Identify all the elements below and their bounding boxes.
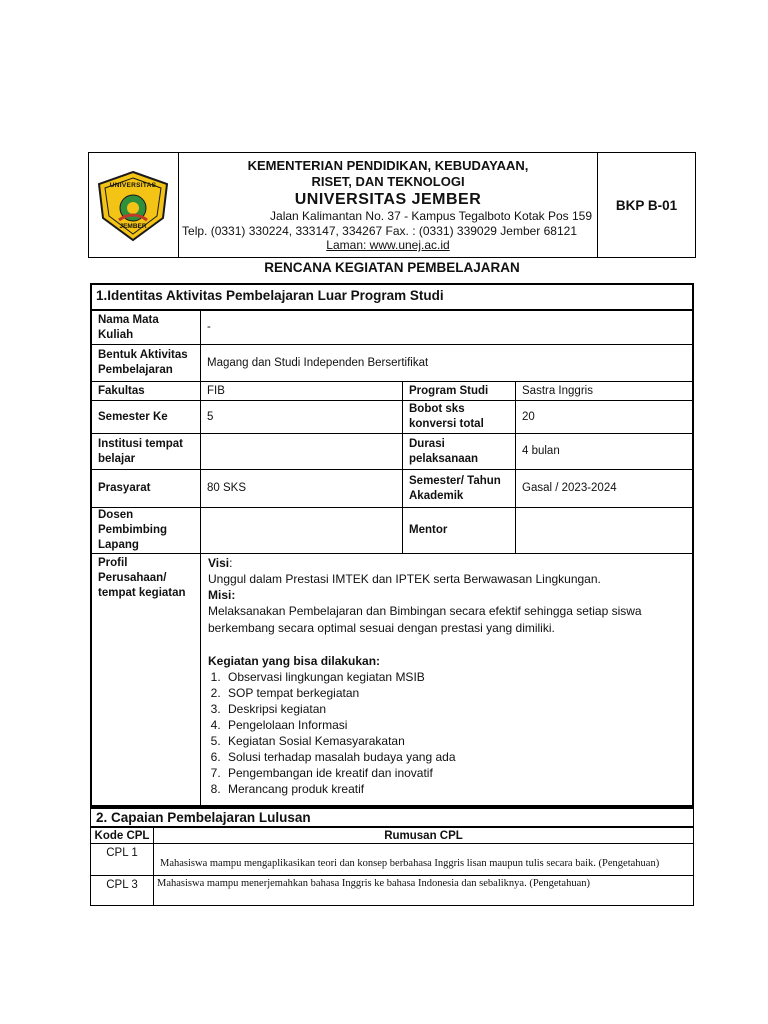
bobot-value: 20 — [522, 410, 535, 423]
fakultas-value: FIB — [207, 384, 225, 397]
row-line — [90, 553, 694, 554]
bentuk-label: Bentuk Aktivitas Pembelajaran — [98, 349, 188, 376]
profil-content — [208, 555, 690, 797]
mentor-value — [516, 508, 692, 553]
prasyarat-value: 80 SKS — [207, 482, 246, 494]
cpl-desc: Mahasiswa mampu mengaplikasikan teori dan konsep berbahasa Inggris lisan maupun tulis secara baik. (Pengetahuan) — [160, 858, 660, 869]
semester-label: Semester Ke — [98, 410, 168, 423]
list-item: 1. Observasi lingkungan kegiatan MSIB — [224, 669, 690, 685]
university-address: Jalan Kalimantan No. 37 - Kampus Tegalboto Kotak Pos 159 — [270, 209, 592, 223]
cpl-code: CPL 1 — [106, 847, 138, 859]
document-title: RENCANA KEGIATAN PEMBELAJARAN — [264, 260, 520, 275]
row-line — [90, 826, 694, 828]
list-item: 6. Solusi terhadap masalah budaya yang ada — [224, 749, 690, 765]
list-item: 4. Pengelolaan Informasi — [224, 717, 690, 733]
col-header-code: Kode CPL — [94, 830, 150, 842]
list-item: 7. Pengembangan ide kreatif dan inovatif — [224, 765, 690, 781]
ministry-line-2: RISET, DAN TEKNOLOGI — [311, 174, 465, 189]
misi-text: Melaksanakan Pembelajaran dan Bimbingan secara efektif sehingga setiap siswa berkembang secara optimal sesuai dengan prestasi yang dimiliki. — [208, 604, 642, 635]
dosen-value — [201, 508, 402, 553]
institusi-label: Institusi tempat belajar — [98, 437, 183, 465]
list-item: 3. Deskripsi kegiatan — [224, 701, 690, 717]
prodi-value: Sastra Inggris — [522, 384, 593, 397]
section2-title: 2. Capaian Pembelajaran Lulusan — [96, 810, 311, 825]
visi-heading: Visi: — [208, 556, 233, 570]
cpl-code: CPL 3 — [106, 879, 138, 891]
visi-text: Unggul dalam Prestasi IMTEK dan IPTEK serta Berwawasan Lingkungan. — [208, 572, 601, 586]
kegiatan-list — [208, 669, 690, 797]
nama-mk-value: - — [207, 321, 211, 333]
bobot-label: Bobot sks konversi total — [409, 403, 484, 430]
cpl-desc: Mahasiswa mampu menerjemahkan bahasa Inggris ke bahasa Indonesia dan sebaliknya. (Pengetahuan) — [157, 878, 590, 889]
tahun-value: Gasal / 2023-2024 — [522, 482, 617, 494]
logo-text-bottom: JEMBER — [119, 223, 147, 230]
visi-label: Visi — [208, 556, 230, 570]
nama-mk-label: Nama Mata Kuliah — [98, 313, 159, 341]
university-phone: Telp. (0331) 330224, 333147, 334267 Fax. : (0331) 339029 Jember 68121 — [182, 224, 577, 238]
mentor-label: Mentor — [409, 524, 448, 536]
durasi-value: 4 bulan — [522, 445, 560, 457]
semester-value: 5 — [207, 410, 214, 423]
logo-text-top: UNIVERSITAS — [109, 182, 157, 189]
list-item: 8. Merancang produk kreatif — [224, 781, 690, 797]
institusi-value — [201, 434, 402, 469]
letterhead-divider-left — [178, 152, 179, 258]
col-header-desc: Rumusan CPL — [384, 830, 463, 842]
durasi-label: Durasi pelaksanaan — [409, 437, 479, 465]
document-code: BKP B-01 — [615, 198, 678, 213]
row-line — [90, 875, 694, 876]
prodi-label: Program Studi — [409, 384, 489, 397]
kegiatan-label: Kegiatan yang bisa dilakukan: — [208, 654, 381, 668]
fakultas-label: Fakultas — [98, 384, 145, 397]
tahun-label: Semester/ Tahun Akademik — [409, 474, 501, 502]
profil-label: Profil Perusahaan/ tempat kegiatan — [98, 557, 186, 599]
prasyarat-label: Prasyarat — [98, 482, 151, 494]
university-logo — [95, 170, 171, 242]
ministry-line-1: KEMENTERIAN PENDIDIKAN, KEBUDAYAAN, — [247, 158, 529, 173]
section1-title: 1.Identitas Aktivitas Pembelajaran Luar Program Studi — [96, 288, 444, 303]
university-website[interactable]: Laman: www.unej.ac.id — [326, 238, 450, 252]
list-item: 2. SOP tempat berkegiatan — [224, 685, 690, 701]
bentuk-value: Magang dan Studi Independen Bersertifikat — [207, 356, 429, 369]
list-item: 5. Kegiatan Sosial Kemasyarakatan — [224, 733, 690, 749]
university-name: UNIVERSITAS JEMBER — [294, 191, 482, 208]
dosen-label: Dosen Pembimbing Lapang — [98, 509, 168, 551]
row-line — [90, 843, 694, 844]
misi-label: Misi: — [208, 588, 236, 602]
